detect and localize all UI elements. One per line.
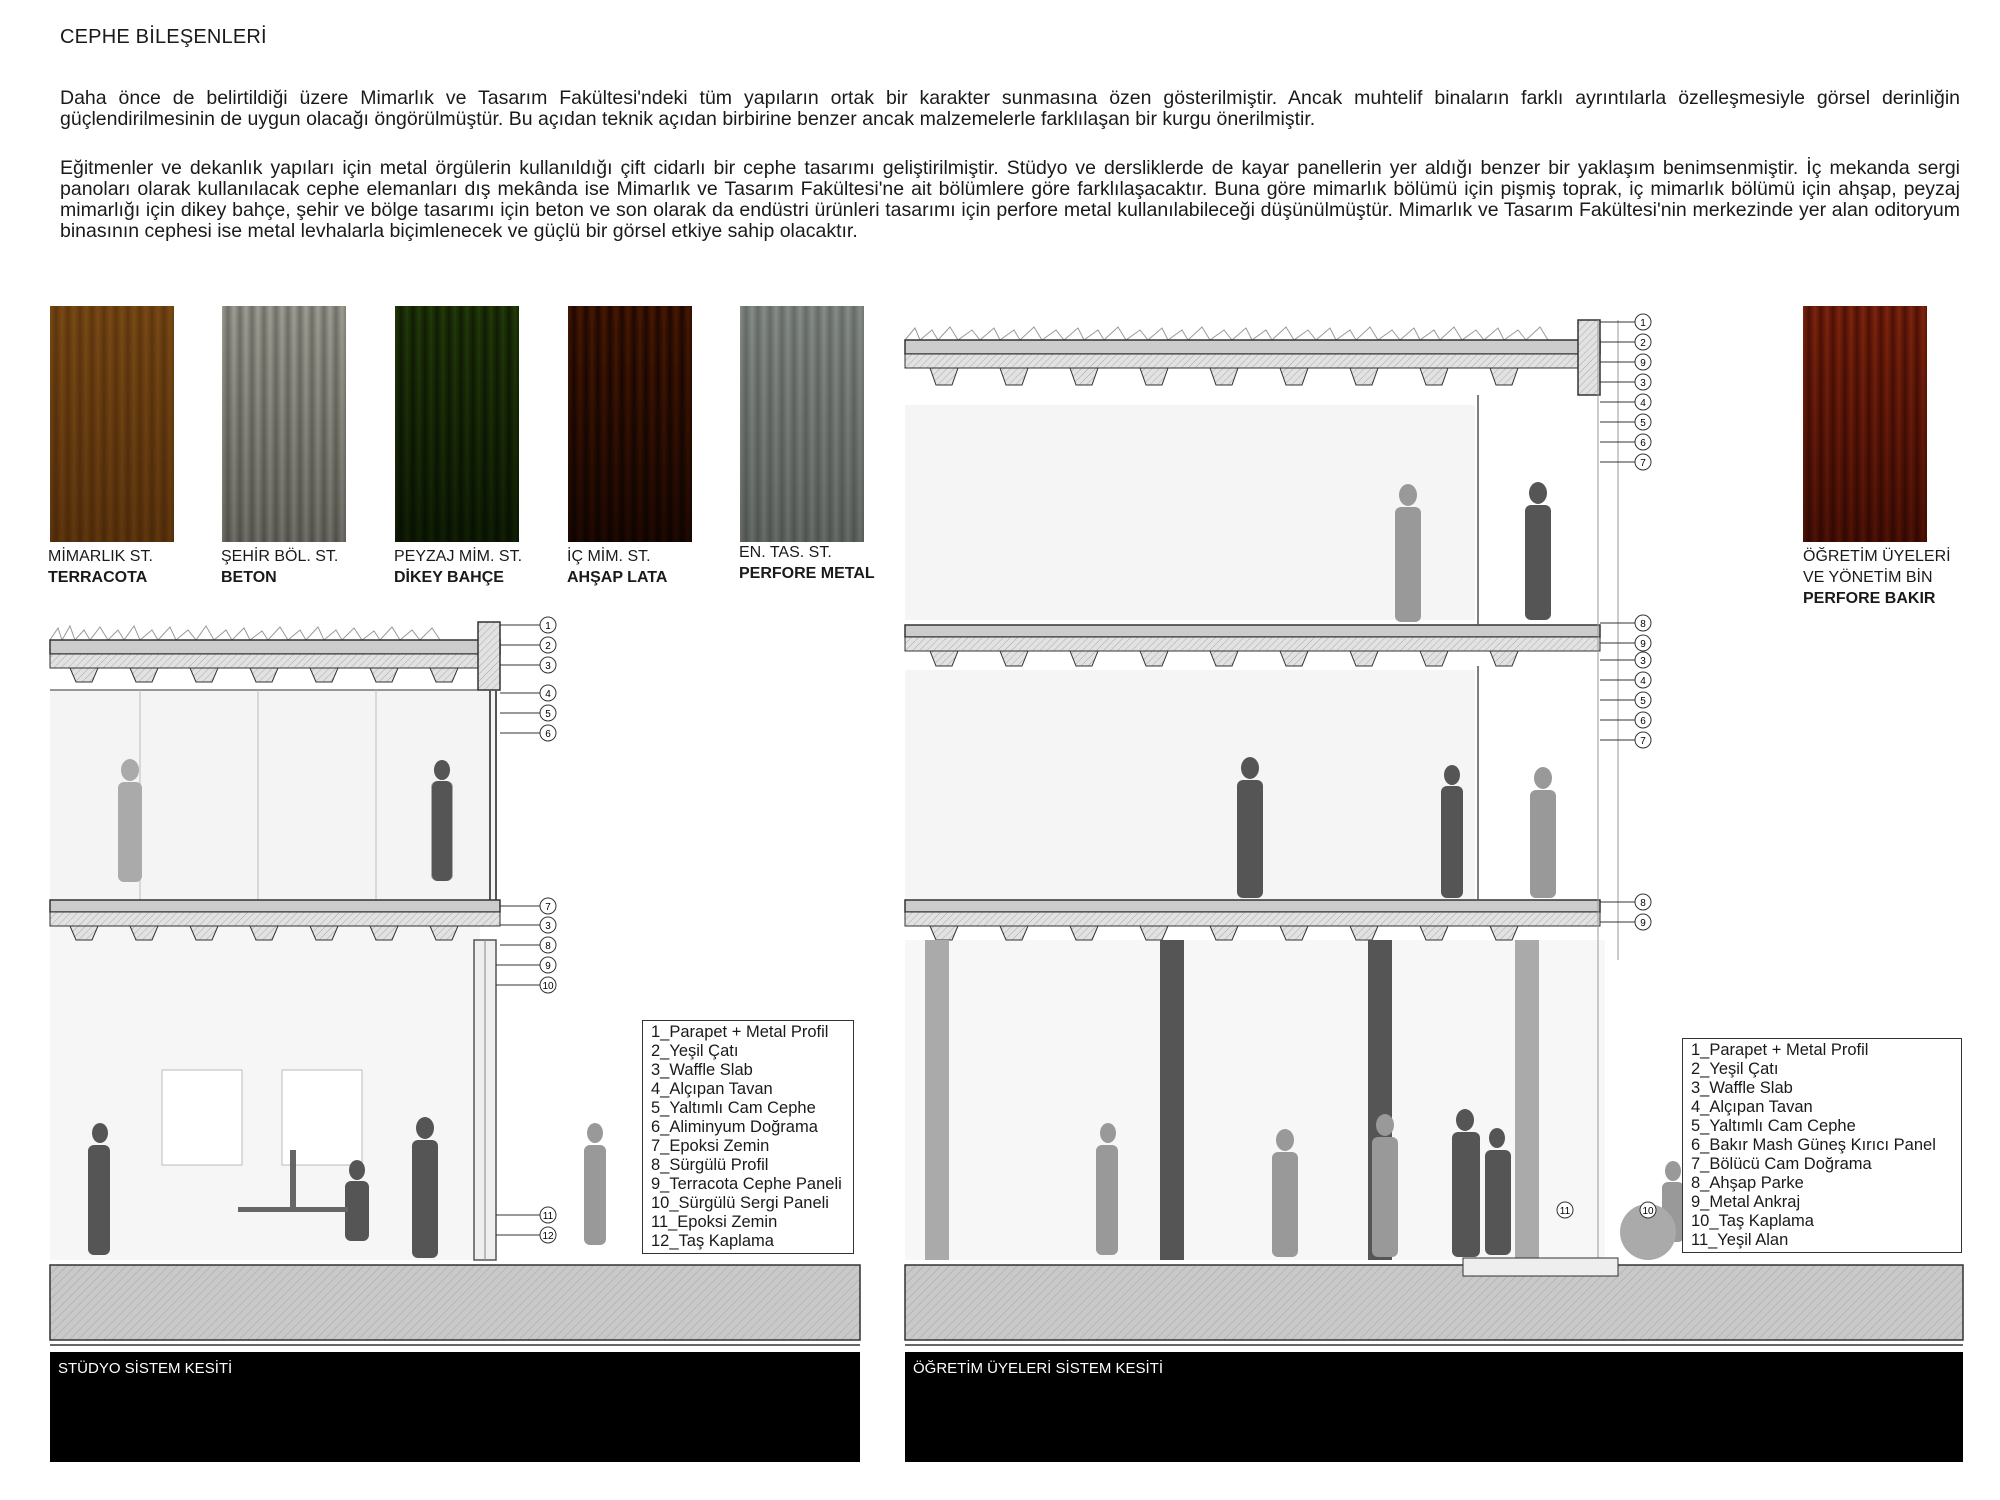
legend-item: 8_Ahşap Parke: [1691, 1174, 1804, 1192]
legend-item: 5_Yaltımlı Cam Cephe: [651, 1099, 816, 1117]
material-caption: PEYZAJ MİM. ST. DİKEY BAHÇE: [394, 548, 523, 586]
legend-item: 11_Epoksi Zemin: [651, 1213, 778, 1231]
legend-item: 11_Yeşil Alan: [1691, 1231, 1789, 1249]
callout-number: 3: [1640, 656, 1646, 667]
callout-number: 9: [1640, 918, 1646, 929]
legend-item: 10_Taş Kaplama: [1691, 1212, 1814, 1230]
callout-number: 7: [1640, 458, 1646, 469]
legend-item: 12_Taş Kaplama: [651, 1232, 774, 1250]
legend-item: 4_Alçıpan Tavan: [1691, 1098, 1813, 1116]
callout-number: 6: [1640, 438, 1646, 449]
legend-item: 9_Metal Ankraj: [1691, 1193, 1801, 1211]
callout-number: 7: [545, 902, 551, 913]
callout-number: 1: [545, 621, 551, 632]
callout-number: 5: [1640, 418, 1646, 429]
callout-number: 8: [1640, 619, 1646, 630]
callout-number: 3: [545, 921, 551, 932]
callout-number: 12: [542, 1231, 554, 1242]
studio-section-title: STÜDYO SİSTEM KESİTİ: [50, 1352, 860, 1462]
callout-number: 10: [1642, 1206, 1654, 1217]
material-caption: ŞEHİR BÖL. ST. BETON: [221, 548, 339, 586]
legend-item: 5_Yaltımlı Cam Cephe: [1691, 1117, 1856, 1135]
callout-number: 5: [545, 709, 551, 720]
legend-item: 9_Terracota Cephe Paneli: [651, 1175, 842, 1193]
callout-number: 9: [1640, 358, 1646, 369]
page-title: CEPHE BİLEŞENLERİ: [60, 26, 267, 48]
legend-item: 7_Epoksi Zemin: [651, 1137, 770, 1155]
material-caption: MİMARLIK ST. TERRACOTA: [48, 548, 153, 586]
callout-number: 1: [1640, 318, 1646, 329]
callout-number: 3: [545, 661, 551, 672]
callout-number: 4: [1640, 676, 1646, 687]
legend-item: 4_Alçıpan Tavan: [651, 1080, 773, 1098]
faculty-legend: [1682, 1038, 1962, 1253]
callout-number: 9: [545, 961, 551, 972]
callout-number: 2: [545, 641, 551, 652]
material-caption: EN. TAS. ST. PERFORE METAL: [739, 544, 875, 582]
legend-item: 1_Parapet + Metal Profil: [1691, 1041, 1869, 1059]
callout-number: 5: [1640, 696, 1646, 707]
callout-number: 6: [1640, 716, 1646, 727]
callout-number: 4: [545, 689, 551, 700]
facade-paragraph: Eğitmenler ve dekanlık yapıları için metal örgülerin kullanıldığı çift cidarlı bir cephe tasarımı geliştirilmiştir. Stüdyo ve dersliklerde de kayar panellerin yer aldığı benzer bir yaklaşım benimsenmiştir. İç mekanda sergi panoları olarak kullanılacak cephe elemanları dış mekânda ise Mimarlık ve Tasarım Fakültesi'ne ait bölümlere göre farklılaşacaktır. Buna göre mimarlık bölümü için pişmiş toprak, iç mimarlık bölümü için ahşap, peyzaj mimarlığı için dikey bahçe, şehir ve bölge tasarımı için beton ve son olarak da endüstri ürünleri tasarımı için perfore metal kullanılabileceği düşünülmüştür. Mimarlık ve Tasarım Fakültesi'nin merkezinde yer alan oditoryum binasının cephesi ise metal levhalarla biçimlenecek ve güçlü bir görsel etkiye sahip olacaktır.: [60, 157, 1960, 242]
studio-callouts: [540, 617, 556, 1243]
legend-item: 2_Yeşil Çatı: [1691, 1060, 1779, 1078]
studio-legend: [642, 1020, 854, 1254]
legend-item: 1_Parapet + Metal Profil: [651, 1023, 829, 1041]
legend-item: 3_Waffle Slab: [1691, 1079, 1793, 1097]
callout-number: 7: [1640, 736, 1646, 747]
callout-number: 9: [1640, 639, 1646, 650]
legend-item: 2_Yeşil Çatı: [651, 1042, 739, 1060]
callout-number: 10: [542, 981, 554, 992]
callout-number: 8: [1640, 898, 1646, 909]
callout-number: 11: [542, 1211, 554, 1222]
callout-number: 11: [1559, 1206, 1571, 1217]
intro-paragraph: Daha önce de belirtildiği üzere Mimarlık ve Tasarım Fakültesi'ndeki tüm yapıların ortak bir karakter sunmasına özen gösterilmiştir. Ancak muhtelif binaların farklı ayrıntılarla özelleşmesiyle görsel derinliğin güçlendirilmesinin de uygun olacağı öngörülmüştür. Bu açıdan teknik açıdan birbirine benzer ancak malzemelerle farklılaşan bir kurgu önerilmiştir.: [60, 87, 1960, 130]
legend-item: 3_Waffle Slab: [651, 1061, 753, 1079]
material-caption: İÇ MİM. ST. AHŞAP LATA: [567, 548, 668, 586]
callout-number: 8: [545, 941, 551, 952]
callout-number: 3: [1640, 378, 1646, 389]
callout-number: 2: [1640, 338, 1646, 349]
callout-number: 4: [1640, 398, 1646, 409]
callout-number: 6: [545, 729, 551, 740]
legend-item: 8_Sürgülü Profil: [651, 1156, 769, 1174]
legend-item: 7_Bölücü Cam Doğrama: [1691, 1155, 1872, 1173]
faculty-material-caption: ÖĞRETİM ÜYELERİ VE YÖNETİM BİN PERFORE BAKIR: [1803, 548, 1951, 607]
legend-item: 6_Aliminyum Doğrama: [651, 1118, 818, 1136]
faculty-section-title: ÖĞRETİM ÜYELERİ SİSTEM KESİTİ: [905, 1352, 1963, 1462]
legend-item: 6_Bakır Mash Güneş Kırıcı Panel: [1691, 1136, 1936, 1154]
legend-item: 10_Sürgülü Sergi Paneli: [651, 1194, 829, 1212]
